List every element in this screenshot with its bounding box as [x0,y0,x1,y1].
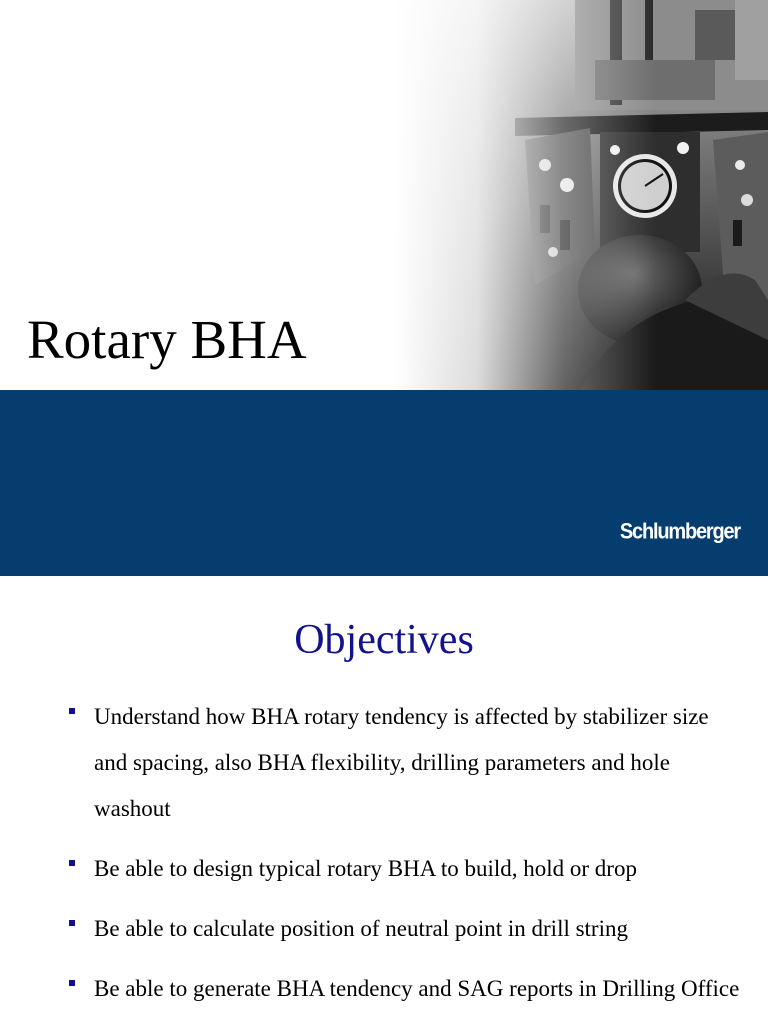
list-item [66,694,746,832]
list-item-text: Be able to design typical rotary BHA to build, hold or drop [94,856,637,881]
list-item-text: Understand how BHA rotary tendency is affected by stabilizer size and spacing, also BHA flexibility, drilling parameters and hole washout [94,704,709,821]
square-bullet-icon [69,860,75,866]
title-band [0,390,768,576]
list-item-text: Be able to generate BHA tendency and SAG reports in Drilling Office [94,976,740,1001]
list-item [66,906,746,952]
objectives-list [66,694,746,1024]
square-bullet-icon [69,920,75,926]
list-item [66,846,746,892]
list-item [66,966,746,1012]
list-item-text: Be able to calculate position of neutral point in drill string [94,916,628,941]
square-bullet-icon [69,708,75,714]
slide-heading: Objectives [294,617,474,663]
schlumberger-logo: Schlumberger [619,519,740,544]
slide-title: Rotary BHA [27,309,307,370]
objectives-slide [0,576,768,1024]
drilling-console-photo [395,0,768,390]
square-bullet-icon [69,980,75,986]
